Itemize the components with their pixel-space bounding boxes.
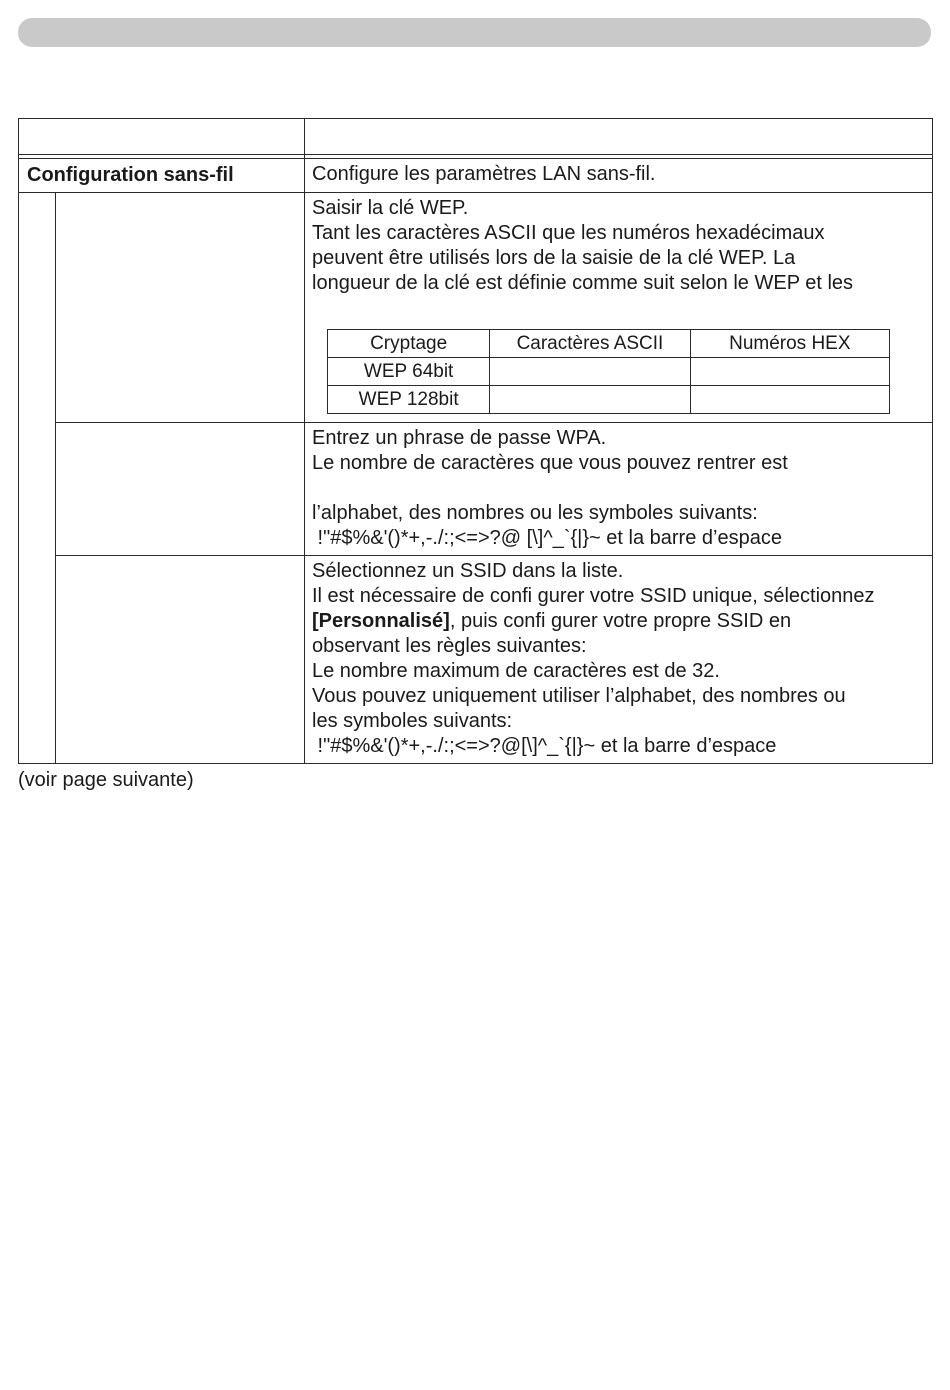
header-cell-description: [305, 119, 933, 155]
wep-table-cell: [690, 386, 889, 414]
ssid-line: Vous pouvez uniquement utiliser l’alphabet, des nombres ou: [312, 685, 846, 707]
wep-table-header-row: [328, 330, 890, 358]
wep-table-cell: WEP 64bit: [328, 358, 490, 386]
footnote: (voir page suivante): [18, 769, 194, 791]
wpa-line: l’alphabet, des nombres ou les symboles suivants:: [312, 502, 758, 524]
wep-line: longueur de la clé est définie comme suit selon le WEP et les: [312, 272, 854, 294]
table-row-wpa: [19, 423, 933, 556]
ssid-custom-option: [Personnalisé]: [312, 610, 450, 632]
section-label: Configuration sans-fil: [19, 159, 305, 193]
description-wep: [305, 193, 933, 423]
description-ssid: [305, 556, 933, 764]
header-cell-item: [19, 119, 305, 155]
wep-key-table: [327, 329, 890, 414]
ssid-line: les symboles suivants:: [312, 710, 513, 732]
wep-table-header: Cryptage: [328, 330, 490, 358]
settings-table: [18, 118, 933, 764]
wpa-line: Entrez un phrase de passe WPA.: [312, 427, 607, 449]
ssid-line: observant les règles suivantes:: [312, 635, 587, 657]
item-cell-wep: [56, 193, 305, 423]
item-cell-wpa: [56, 423, 305, 556]
header-bar: [18, 18, 931, 47]
ssid-line: Sélectionnez un SSID dans la liste.: [312, 560, 624, 582]
section-description: Configure les paramètres LAN sans-fil.: [305, 159, 933, 193]
wep-line: Tant les caractères ASCII que les numéros hexadécimaux: [312, 222, 825, 244]
wep-line: Saisir la clé WEP.: [312, 197, 469, 219]
wep-table-row: [328, 358, 890, 386]
ssid-line-rest: , puis confi gurer votre propre SSID en: [449, 610, 792, 632]
wep-line: peuvent être utilisés lors de la saisie de la clé WEP. La: [312, 247, 796, 269]
wpa-line: [312, 476, 926, 501]
table-row-wep: [19, 193, 933, 423]
wep-table-header: Numéros HEX: [690, 330, 889, 358]
ssid-line: Il est nécessaire de confi gurer votre SSID unique, sélectionnez: [312, 585, 875, 607]
wep-table-cell: [490, 386, 690, 414]
description-wpa: [305, 423, 933, 556]
item-cell-ssid: [56, 556, 305, 764]
ssid-line: [312, 609, 926, 634]
table-row-ssid: [19, 556, 933, 764]
section-row: [19, 159, 933, 193]
indent-cell: [19, 193, 56, 764]
wep-table-cell: [490, 358, 690, 386]
wep-table-cell: WEP 128bit: [328, 386, 490, 414]
wep-table-row: [328, 386, 890, 414]
table-header-row: [19, 119, 933, 155]
wep-table-header: Caractères ASCII: [490, 330, 690, 358]
ssid-line: !"#$%&'()*+,-./:;<=>?@[\]^_`{|}~ et la barre d’espace: [312, 735, 777, 757]
ssid-line: Le nombre maximum de caractères est de 32.: [312, 660, 720, 682]
wpa-line: Le nombre de caractères que vous pouvez rentrer est: [312, 452, 788, 474]
wpa-line: !"#$%&'()*+,-./:;<=>?@ [\]^_`{|}~ et la barre d’espace: [312, 527, 782, 549]
wep-table-cell: [690, 358, 889, 386]
